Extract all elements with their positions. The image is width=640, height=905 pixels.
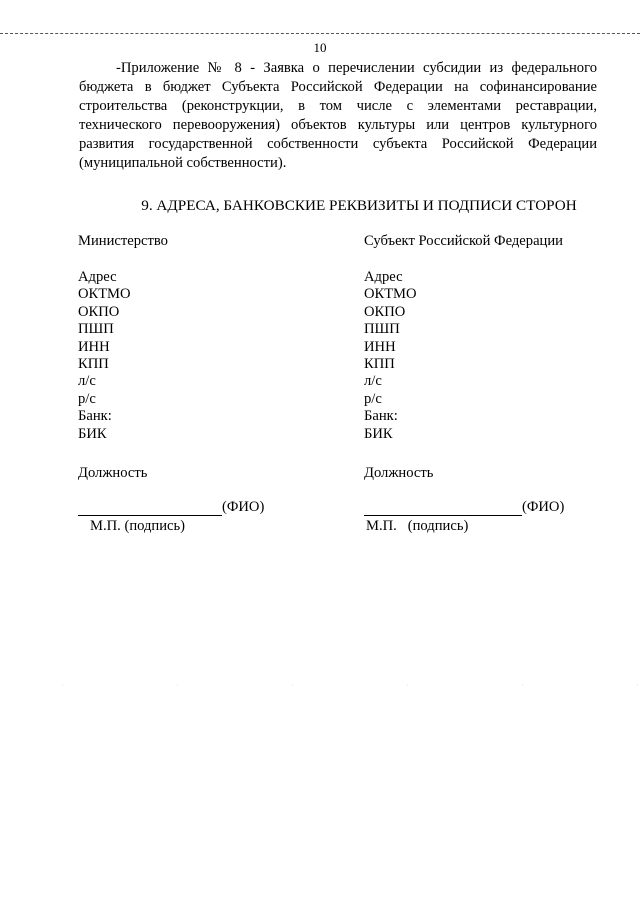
right-field-bik: БИК <box>364 425 393 442</box>
left-field-address: Адрес <box>78 269 117 285</box>
left-field-bik: БИК <box>78 425 107 442</box>
right-field-bank: Банк: <box>364 408 398 425</box>
right-party-name: Субъект Российской Федерации <box>364 233 563 249</box>
section-title: 9. АДРЕСА, БАНКОВСКИЕ РЕКВИЗИТЫ И ПОДПИСИ СТОРОН <box>141 197 577 214</box>
left-field-kpp: КПП <box>78 355 109 372</box>
left-party-block <box>78 233 348 534</box>
left-field-inn: ИНН <box>78 338 110 355</box>
right-field-ls: л/с <box>364 373 382 390</box>
right-field-oktmo: ОКТМО <box>364 286 417 303</box>
left-field-bank: Банк: <box>78 408 112 425</box>
right-stamp-label: М.П. (подпись) <box>366 517 469 534</box>
right-field-kpp: КПП <box>364 355 395 372</box>
left-stamp-label: М.П. (подпись) <box>90 517 186 534</box>
right-field-inn: ИНН <box>364 338 396 355</box>
right-party-block <box>364 233 614 534</box>
left-fio-label: (ФИО) <box>222 498 265 515</box>
right-requisites <box>364 269 614 443</box>
right-signature-underline <box>364 501 522 516</box>
right-position-label: Должность <box>364 464 434 481</box>
left-field-okpo: ОКПО <box>78 303 120 320</box>
left-field-ls: л/с <box>78 373 96 390</box>
right-field-address: Адрес <box>364 269 403 285</box>
top-dashed-rule <box>0 33 640 34</box>
left-party-name: Министерство <box>78 233 168 249</box>
left-signature-line <box>78 499 348 518</box>
left-position-label: Должность <box>78 464 148 481</box>
scan-artifact-dots <box>0 683 640 687</box>
right-fio-label: (ФИО) <box>522 498 565 515</box>
left-signature-underline <box>78 501 222 516</box>
left-requisites <box>78 269 348 443</box>
intro-paragraph: -Приложение № 8 - Заявка о перечислении субсидии из федерального бюджета в бюджет Субъекта Российской Федерации на софинансирование строительства (реконструкции, в том числе с элементами реставрации, технического перевооружения) объектов культуры или центров культурного развития государственной собственности субъекта Российской Федерации (муниципальной собственности). <box>79 60 597 171</box>
right-field-okpo: ОКПО <box>364 303 406 320</box>
left-field-ppp: ПШП <box>78 321 114 338</box>
right-field-ppp: ПШП <box>364 321 400 338</box>
right-signature-line <box>364 499 614 518</box>
page-number: 10 <box>313 40 327 55</box>
left-field-oktmo: ОКТМО <box>78 286 131 303</box>
left-field-rs: р/с <box>78 390 96 407</box>
right-field-rs: р/с <box>364 390 382 407</box>
